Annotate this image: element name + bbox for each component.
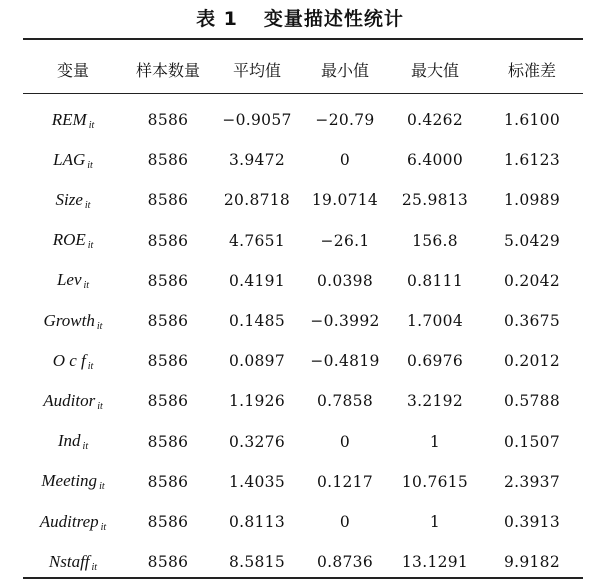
sample-size-value: 8586: [147, 191, 189, 210]
table-header: [23, 49, 583, 89]
header-mean: 平均值: [232, 60, 281, 80]
mean-value: 20.8718: [223, 191, 291, 210]
mean-value: 1.1926: [228, 392, 286, 411]
variable-subscript: it: [91, 561, 98, 573]
table-title: 变量描述性统计: [263, 8, 404, 30]
max-value: 0.8111: [406, 271, 464, 290]
mean-value: 1.4035: [228, 472, 286, 491]
variable-name: [23, 311, 123, 332]
variable-subscript: it: [82, 441, 89, 453]
min-value: 0: [339, 151, 351, 170]
variable-symbol: Size: [55, 189, 83, 209]
variable-symbol: REM: [51, 109, 87, 129]
min-value: −26.1: [320, 231, 370, 250]
max-value: 1: [429, 513, 441, 531]
sample-size-value: 8586: [147, 312, 189, 330]
variable-name: [23, 110, 123, 131]
max-value: 1.7004: [406, 312, 464, 330]
std-dev-value: 5.0429: [503, 231, 561, 250]
std-dev-value: 1.6100: [503, 111, 561, 129]
variable-symbol: Ind: [57, 431, 81, 451]
variable-symbol: Auditor: [43, 390, 96, 410]
header-sample-size: 样本数量: [135, 60, 200, 80]
variable-name: [23, 512, 123, 533]
variable-symbol: O c f: [52, 350, 86, 370]
mean-value: 0.4191: [228, 271, 286, 290]
max-value: 3.2192: [406, 392, 464, 411]
mean-value: −0.9057: [222, 111, 292, 129]
min-value: 0.7858: [316, 392, 374, 411]
min-value: −20.79: [315, 111, 375, 129]
variable-name: [23, 431, 123, 452]
table-row: [23, 100, 583, 140]
table-row: [23, 261, 583, 301]
max-value: 13.1291: [401, 553, 469, 572]
min-value: 19.0714: [311, 191, 379, 210]
sample-size-value: 8586: [147, 151, 189, 170]
header-max: 最大值: [410, 60, 459, 80]
min-value: 0.0398: [316, 271, 374, 290]
top-rule: [23, 38, 583, 40]
mean-value: 0.1485: [228, 312, 286, 330]
max-value: 10.7615: [401, 472, 469, 491]
min-value: 0: [339, 432, 351, 451]
sample-size-value: 8586: [147, 432, 189, 451]
variable-name: [23, 471, 123, 492]
variable-symbol: Growth: [43, 310, 95, 330]
max-value: 1: [429, 432, 441, 451]
table-number: 表 1: [196, 8, 238, 30]
sample-size-value: 8586: [147, 231, 189, 250]
variable-symbol: LAG: [53, 149, 86, 169]
variable-subscript: it: [88, 119, 95, 131]
variable-subscript: it: [87, 159, 93, 171]
table-row: [23, 502, 583, 542]
min-value: 0.1217: [316, 472, 374, 491]
variable-subscript: it: [97, 400, 103, 412]
mean-value: 0.0897: [228, 352, 286, 371]
sample-size-value: 8586: [147, 513, 189, 531]
sample-size-value: 8586: [147, 111, 189, 129]
min-value: −0.3992: [310, 312, 380, 330]
sample-size-value: 8586: [147, 553, 189, 572]
table-row: [23, 301, 583, 341]
variable-subscript: it: [84, 199, 91, 211]
variable-symbol: Nstaff: [48, 551, 90, 571]
max-value: 156.8: [412, 231, 458, 250]
variable-name: [23, 391, 123, 412]
header-min: 最小值: [320, 60, 369, 80]
mean-value: 3.9472: [228, 151, 286, 170]
variable-name: [23, 351, 123, 372]
std-dev-value: 0.3675: [503, 312, 561, 330]
max-value: 25.9813: [401, 191, 469, 210]
header-std-dev: 标准差: [507, 60, 556, 80]
table-row: [23, 462, 583, 502]
table-row: [23, 422, 583, 462]
table-caption: [0, 4, 600, 34]
std-dev-value: 0.3913: [503, 513, 561, 531]
max-value: 6.4000: [406, 151, 464, 170]
std-dev-value: 2.3937: [503, 472, 561, 491]
variable-symbol: ROE: [52, 230, 86, 250]
max-value: 0.6976: [406, 352, 464, 371]
table-row: [23, 381, 583, 421]
variable-name: [23, 150, 123, 171]
sample-size-value: 8586: [147, 271, 189, 290]
sample-size-value: 8586: [147, 392, 189, 411]
variable-subscript: it: [99, 481, 105, 493]
variable-subscript: it: [100, 521, 107, 533]
mean-value: 0.8113: [228, 513, 286, 531]
std-dev-value: 0.2012: [503, 352, 561, 371]
mean-value: 4.7651: [228, 231, 286, 250]
table-row: [23, 180, 583, 220]
std-dev-value: 1.6123: [503, 151, 561, 170]
sample-size-value: 8586: [147, 352, 189, 371]
variable-name: [23, 552, 123, 573]
variable-name: [23, 270, 123, 291]
variable-symbol: Lev: [56, 270, 82, 290]
variable-name: [23, 230, 123, 251]
variable-name: [23, 190, 123, 211]
variable-symbol: Auditrep: [39, 511, 99, 531]
header-rule: [23, 93, 583, 94]
std-dev-value: 1.0989: [503, 191, 561, 210]
min-value: 0: [339, 513, 351, 531]
table-row: [23, 221, 583, 261]
variable-subscript: it: [87, 360, 94, 372]
variable-subscript: it: [83, 280, 90, 292]
table-row: [23, 341, 583, 381]
min-value: −0.4819: [310, 352, 380, 371]
variable-subscript: it: [87, 240, 94, 252]
std-dev-value: 9.9182: [503, 553, 561, 572]
std-dev-value: 0.2042: [503, 271, 561, 290]
table-row: [23, 140, 583, 180]
mean-value: 0.3276: [228, 432, 286, 451]
header-variable: 变量: [56, 60, 89, 80]
variable-subscript: it: [96, 320, 103, 332]
std-dev-value: 0.1507: [503, 432, 561, 451]
max-value: 0.4262: [406, 111, 464, 129]
variable-symbol: Meeting: [41, 471, 98, 491]
mean-value: 8.5815: [228, 553, 286, 572]
std-dev-value: 0.5788: [503, 392, 561, 411]
sample-size-value: 8586: [147, 472, 189, 491]
bottom-rule: [23, 577, 583, 579]
min-value: 0.8736: [316, 553, 374, 572]
